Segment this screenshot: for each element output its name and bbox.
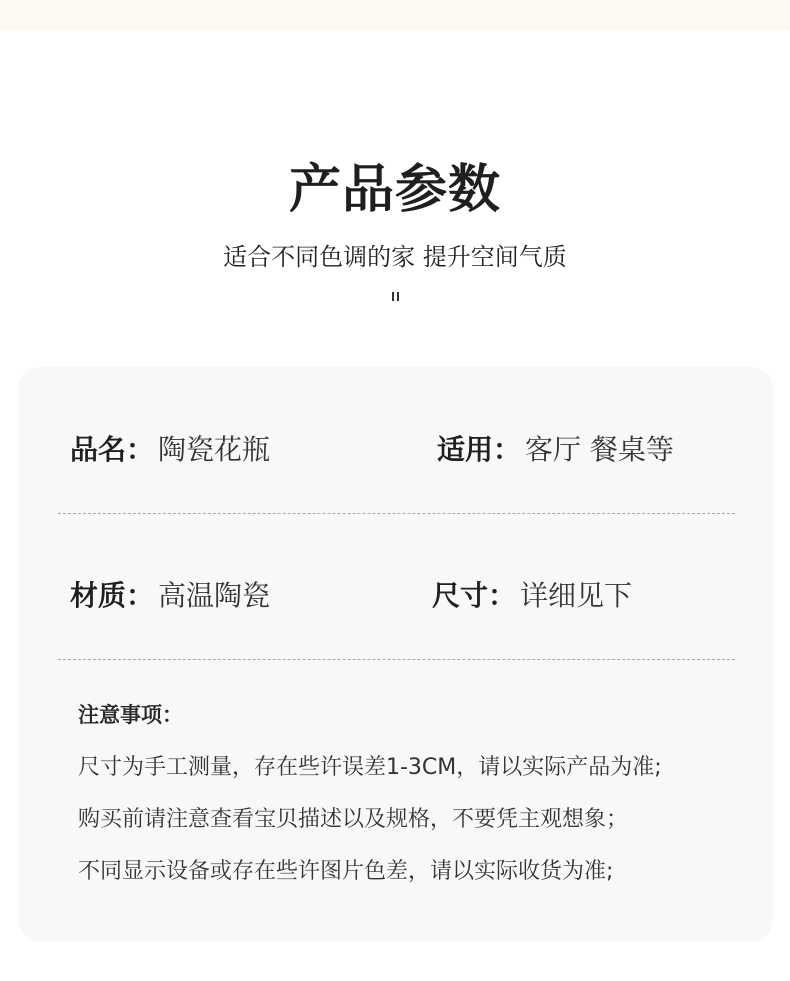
note-line: 尺寸为手工测量，存在些许误差1-3CM，请以实际产品为准; bbox=[78, 755, 662, 780]
mark-bar bbox=[397, 292, 399, 301]
page-subtitle: 适合不同色调的家 提升空间气质 bbox=[223, 243, 567, 271]
spec-card bbox=[18, 367, 773, 942]
spec-value: 客厅 餐桌等 bbox=[525, 433, 674, 466]
spec-item-usage bbox=[437, 430, 674, 470]
dashed-divider bbox=[58, 513, 735, 514]
decorative-mark bbox=[392, 292, 400, 302]
top-band bbox=[0, 0, 790, 30]
notes-heading: 注意事项： bbox=[78, 703, 183, 727]
spec-item-material bbox=[70, 576, 270, 616]
spec-value: 详细见下 bbox=[520, 579, 633, 612]
spec-label: 品名： bbox=[70, 433, 155, 466]
spec-label: 材质： bbox=[70, 579, 155, 612]
spec-item-name bbox=[70, 430, 270, 470]
page-title: 产品参数 bbox=[288, 160, 501, 220]
mark-bar bbox=[392, 292, 394, 301]
note-line: 不同显示设备或存在些许图片色差，请以实际收货为准; bbox=[78, 859, 614, 884]
note-line: 购买前请注意查看宝贝描述以及规格，不要凭主观想象； bbox=[78, 807, 629, 832]
spec-value: 高温陶瓷 bbox=[158, 579, 271, 612]
spec-label: 适用： bbox=[437, 433, 522, 466]
spec-label: 尺寸： bbox=[432, 579, 517, 612]
spec-item-size bbox=[432, 576, 632, 616]
spec-value: 陶瓷花瓶 bbox=[158, 433, 271, 466]
dashed-divider bbox=[58, 659, 735, 660]
